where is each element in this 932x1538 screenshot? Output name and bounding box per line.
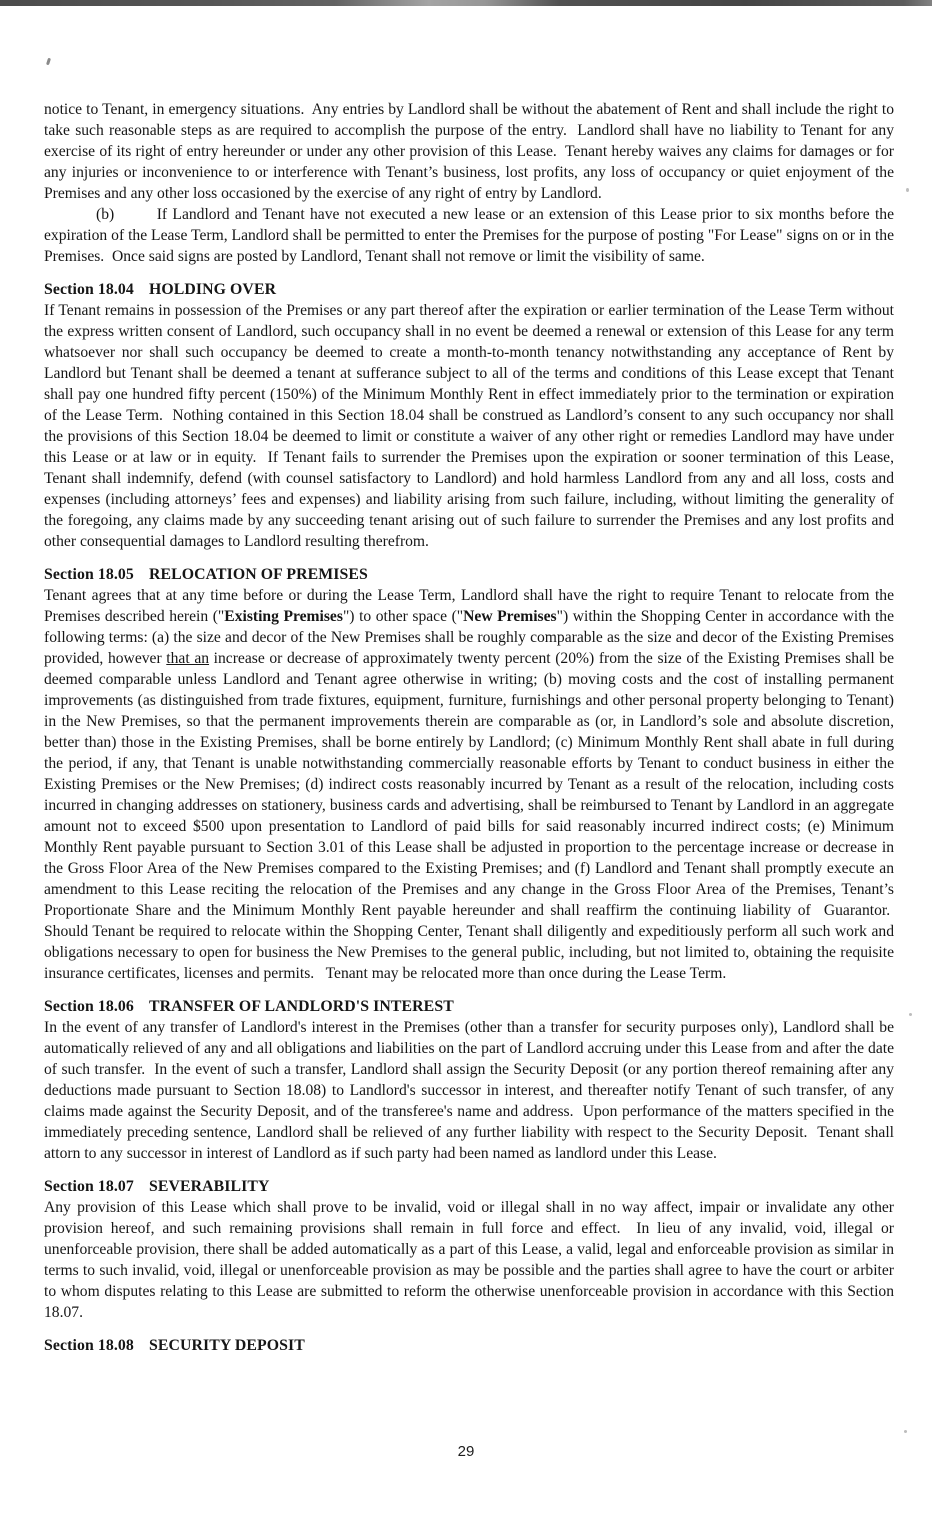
scan-artifact-speck xyxy=(909,1013,912,1016)
scan-artifact-mark xyxy=(46,58,51,66)
text-run: In the event of any transfer of Landlord's interest in the Premises (other than a transfer for security purposes only), Landlord shall be automatically relieved of any and all obligations and liabilities on the part of Landlord accruing under this Lease from and after the date of such transfer. In the event of such a transfer, Landlord shall assign the Security Deposit (or any portion thereof remaining after any deductions made pursuant to Section 18.08) to Landlord's successor in interest, and thereafter notify Tenant of such transfer, of any claims made against the Security Deposit, and of the transferee's name and address. Upon performance of the matters specified in the immediately preceding sentence, Landlord shall be relieved of any further liability with respect to the Security Deposit. Tenant shall attorn to any successor in interest of Landlord as if such party had been named as landlord under this Lease. xyxy=(44,1019,894,1162)
text-run: notice to Tenant, in emergency situations. Any entries by Landlord shall be without the abatement of Rent and shall include the right to take such reasonable steps as are required to accomplish the purpose of the entry. Landlord shall have no liability to Tenant for any exercise of its right of entry hereunder or under any other provision of this Lease. Tenant hereby waives any claims for damages or for any injuries or inconvenience to or interference with Tenant’s business, lost profits, any loss of occupancy or quiet enjoyment of the Premises and any other loss occasioned by the exercise of any right of entry by Landlord. xyxy=(44,101,894,202)
section-body xyxy=(44,300,894,552)
text-run: If Tenant remains in possession of the Premises or any part thereof after the expiration or earlier termination of the Lease Term without the express written consent of Landlord, such occupancy shall in no event be deemed a renewal or extension of this Lease for any term whatsoever nor shall such occupancy be deemed to create a month-to-month tenancy notwithstanding any acceptance of Rent by Landlord but Tenant shall be deemed a tenant at sufferance subject to all of the terms and conditions of this Lease except that Tenant shall pay one hundred fifty percent (150%) of the Minimum Monthly Rent in effect immediately prior to the termination or expiration of the Lease Term. Nothing contained in this Section 18.04 shall be construed as Landlord’s consent to any such occupancy nor shall the provisions of this Section 18.04 be deemed to limit or constitute a waiver of any other right or remedies Landlord may have under this Lease or at law or in equity. If Tenant fails to surrender the Premises upon the expiration or sooner termination of this Lease, Tenant shall indemnify, defend (with counsel satisfactory to Landlord) and hold harmless Landlord from any and all loss, costs and expenses (including attorneys’ fees and expenses) and liability arising from such failure, including, without limiting the generality of the foregoing, any claims made by any succeeding tenant arising out of such failure to surrender the Premises and any lost profits and other consequential damages to Landlord resulting therefrom. xyxy=(44,302,894,550)
scan-artifact-speck xyxy=(906,188,909,192)
section-heading xyxy=(44,1335,894,1356)
section-title: HOLDING OVER xyxy=(148,281,277,298)
section-heading xyxy=(44,279,894,300)
section-title: SECURITY DEPOSIT xyxy=(148,1337,305,1354)
lease-section xyxy=(44,996,894,1164)
text-run: increase or decrease of approximately twenty percent (20%) from the size of the Existing Premises shall be deemed comparable unless Landlord and Tenant agree otherwise in writing; (b) moving costs and the cost of installing permanent improvements (as distinguished from trade fixtures, equipment, furniture, furnishings and other personal property belonging to Tenant) in the New Premises, so that the permanent improvements therein are comparable as (or, in Landlord’s sole and absolute discretion, better than) those in the Existing Premises, shall be borne entirely by Landlord; (c) Minimum Monthly Rent shall abate in full during the period, if any, that Tenant is unable notwithstanding commercially reasonable efforts by Tenant to conduct business in either the Existing Premises or the New Premises; (d) indirect costs reasonably incurred by Tenant as a result of the relocation, including costs incurred in changing addresses on stationery, business cards and advertising, shall be reimbursed to Tenant by Landlord in an aggregate amount not to exceed $500 upon presentation to Landlord of paid bills for said reasonably incurred indirect costs; (e) Minimum Monthly Rent payable pursuant to Section 3.01 of this Lease shall be adjusted in proportion to the percentage increase or decrease in the Gross Floor Area of the New Premises compared to the Existing Premises; and (f) Landlord and Tenant shall promptly execute an amendment to this Lease reciting the relocation of the Premises and any change in the Gross Floor Area of the Premises, Tenant’s Proportionate Share and the Minimum Monthly Rent payable hereunder and shall reaffirm the continuing liability of Guarantor. Should Tenant be required to relocate within the Shopping Center, Tenant shall diligently and expeditiously perform all such work and obligations necessary to open for business the New Premises to the general public, including, but not limited to, obtaining the requisite insurance certificates, licenses and permits. Tenant may be relocated more than once during the Lease Term. xyxy=(44,650,895,982)
section-title: SEVERABILITY xyxy=(148,1178,270,1195)
text-run: (b) If Landlord and Tenant have not executed a new lease or an extension of this Lease prior to six months before the expiration of the Lease Term, Landlord shall be permitted to enter the Premises for the purpose of posting "For Lease" signs on or in the Premises. Once said signs are posted by Landlord, Tenant shall not remove or limit the visibility of same. xyxy=(44,206,894,265)
section-number: Section 18.05 xyxy=(44,566,134,583)
lease-section xyxy=(44,564,894,984)
section-heading xyxy=(44,1176,894,1197)
section-title: RELOCATION OF PREMISES xyxy=(148,566,368,583)
bold-text-run: New Premises xyxy=(463,608,557,625)
section-body xyxy=(44,585,894,984)
section-body xyxy=(44,1197,894,1323)
lease-section xyxy=(44,279,894,552)
page-number: 29 xyxy=(457,1443,475,1460)
section-number: Section 18.04 xyxy=(44,281,134,298)
lease-section xyxy=(44,1335,894,1356)
scan-artifact-top-bar xyxy=(0,0,932,6)
page-content xyxy=(44,99,894,1356)
text-run: ") within the Shopping Center in accordance with the following terms: (a) the size and decor of the New Premises shall be roughly comparable as the size and decor of the Existing Premises provided, however xyxy=(44,608,895,667)
paragraph-continuation xyxy=(44,99,894,204)
text-run: Tenant agrees that at any time before or during the Lease Term, Landlord shall have the right to require Tenant to relocate from the Premises described herein (" xyxy=(44,587,894,625)
section-number: Section 18.08 xyxy=(44,1337,134,1354)
section-heading xyxy=(44,996,894,1017)
section-title: TRANSFER OF LANDLORD'S INTEREST xyxy=(148,998,454,1015)
lease-section xyxy=(44,1176,894,1323)
bold-text-run: Existing Premises xyxy=(224,608,343,625)
section-number: Section 18.06 xyxy=(44,998,134,1015)
text-run: Any provision of this Lease which shall prove to be invalid, void or illegal shall in no way affect, impair or invalidate any other provision hereof, and such remaining provisions shall remain in full force and effect. In lieu of any invalid, void, illegal or unenforceable provision, there shall be added automatically as a part of this Lease, a valid, legal and enforceable provision as similar in terms to such invalid, void, illegal or unenforceable provision as may be possible and the parties shall agree to have the court or arbiter to whom disputes relating to this Lease are submitted to reform the otherwise unenforceable provision in accordance with this Section 18.07. xyxy=(44,1199,894,1321)
text-run: ") to other space (" xyxy=(342,608,464,625)
underlined-text-run: that an xyxy=(166,650,210,667)
scan-artifact-speck xyxy=(904,1430,907,1433)
section-body xyxy=(44,1017,894,1164)
section-number: Section 18.07 xyxy=(44,1178,134,1195)
paragraph-b xyxy=(44,204,894,267)
section-heading xyxy=(44,564,894,585)
sections xyxy=(44,279,894,1356)
